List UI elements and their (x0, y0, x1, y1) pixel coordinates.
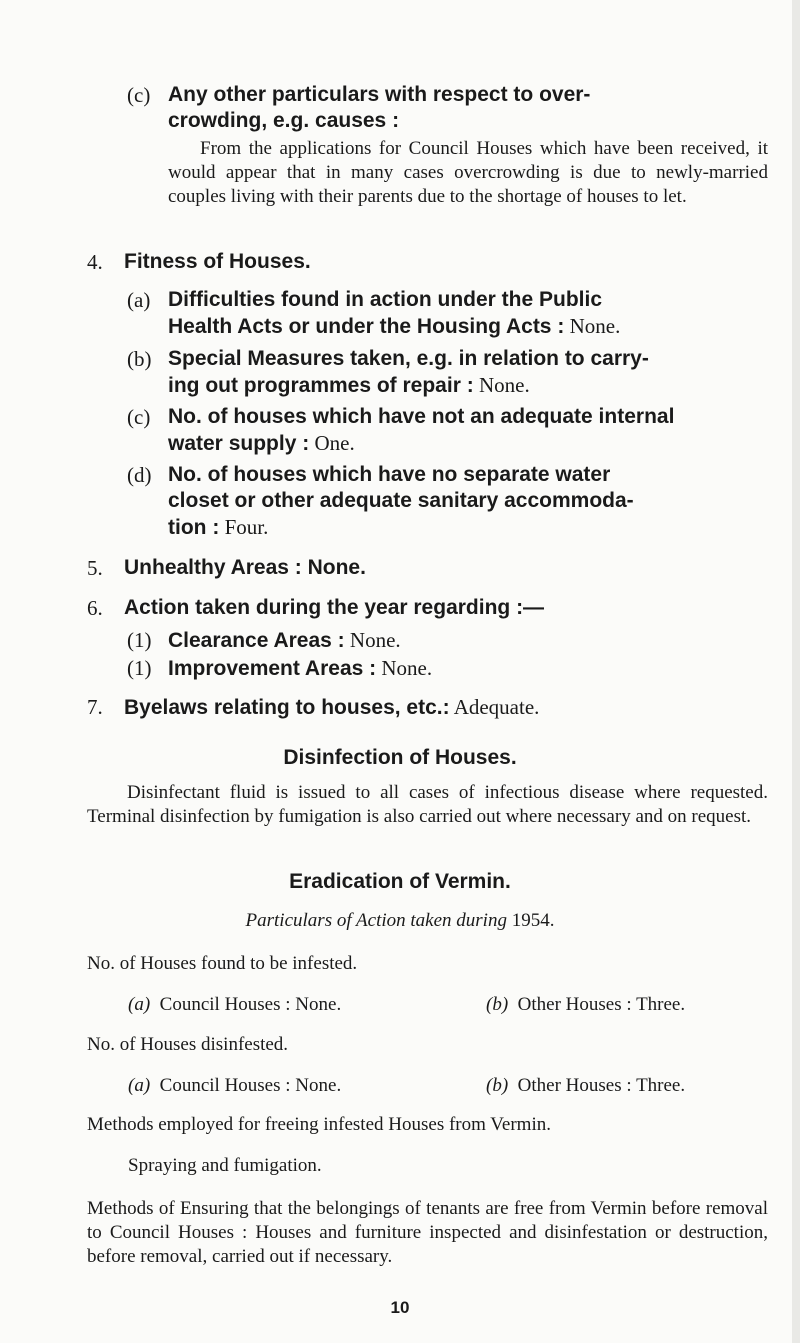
vermin-methods-value: Spraying and fumigation. (128, 1155, 322, 1176)
sec4-item-b-answer: None. (478, 373, 530, 397)
sec3c-paragraph: From the applications for Council Houses which have been received, it would appear that in many cases overcrowding is due to newly-married couples living with their parents due to the shortage of houses to let. (168, 138, 768, 207)
sec4-item-d-label: (d) (127, 463, 152, 487)
vermin-subheading: Particulars of Action taken during (245, 910, 507, 931)
vermin-disinfested-b-text: Other Houses : (517, 1075, 632, 1096)
sec4-item-b-line1: Special Measures taken, e.g. in relation to carry- (168, 347, 649, 370)
page-number: 10 (390, 1298, 410, 1317)
sec6-item1-row (168, 627, 401, 654)
vermin-disinfested-label: No. of Houses disinfested. (87, 1034, 289, 1055)
vermin-infested-b-label: (b) (486, 994, 509, 1015)
vermin-disinfested-a-val: None. (295, 1075, 342, 1096)
sec6-item2-answer: None. (381, 656, 433, 680)
disinfection-paragraph: Disinfectant fluid is issued to all cases of infectious disease where requested. Terminal disinfection by fumigation is also carried out where necessary and on request. (87, 782, 768, 827)
sec5-title: Unhealthy Areas : None. (124, 556, 366, 579)
sec4-item-d-answer: Four. (224, 515, 269, 539)
sec6-item1-label: (1) (127, 628, 152, 652)
sec7-number: 7. (87, 695, 103, 719)
vermin-infested-a-val: None. (295, 994, 342, 1015)
vermin-infested-a-text: Council Houses : (159, 994, 291, 1015)
sec6-item2-label: (1) (127, 656, 152, 680)
sec4-item-b-line2: ing out programmes of repair : (168, 374, 474, 397)
vermin-infested-b-row (486, 993, 685, 1017)
vermin-infested-a-label: (a) (128, 994, 151, 1015)
vermin-disinfested-a-text: Council Houses : (159, 1075, 291, 1096)
sec3c-heading-line2: crowding, e.g. causes : (168, 109, 400, 132)
vermin-year: 1954. (511, 910, 555, 931)
vermin-subheading-row (0, 910, 800, 932)
vermin-disinfested-b-label: (b) (486, 1075, 509, 1096)
sec4-item-a-answer: None. (569, 314, 621, 338)
sec4-item-c-answer: One. (314, 431, 355, 455)
sec6-number: 6. (87, 596, 103, 620)
page-edge-shadow (792, 0, 800, 1343)
sec6-item1-text: Clearance Areas : (168, 629, 345, 652)
sec4-item-a-line2: Health Acts or under the Housing Acts : (168, 315, 565, 338)
vermin-disinfested-b-val: Three. (636, 1075, 686, 1096)
sec4-item-d-line2: closet or other adequate sanitary accommoda- (168, 489, 634, 512)
vermin-infested-b-text: Other Houses : (517, 994, 632, 1015)
sec3c-heading-line1: Any other particulars with respect to over- (168, 83, 591, 106)
sec4-item-b-label: (b) (127, 347, 152, 371)
vermin-infested-b-val: Three. (636, 994, 686, 1015)
vermin-infested-a-row (128, 993, 341, 1017)
vermin-infested-label: No. of Houses found to be infested. (87, 953, 358, 974)
sec4-item-a-line2-row (168, 313, 778, 340)
vermin-ensuring-paragraph: Methods of Ensuring that the belongings of tenants are free from Vermin before removal to Council Houses : Houses and furniture inspected and disinfestation or destruction, before removal, carried out if necessary. (87, 1198, 768, 1267)
sec7-answer: Adequate. (453, 695, 540, 719)
sec3c-label: (c) (127, 83, 151, 107)
sec4-item-c-line1: No. of houses which have not an adequate internal (168, 405, 675, 428)
sec6-item2-row (168, 655, 432, 682)
vermin-disinfested-b-row (486, 1074, 685, 1098)
vermin-heading: Eradication of Vermin. (289, 870, 511, 893)
sec4-item-d-line1: No. of houses which have no separate water (168, 463, 611, 486)
sec4-item-a-label: (a) (127, 288, 151, 312)
sec5-number: 5. (87, 556, 103, 580)
sec4-item-c-label: (c) (127, 405, 151, 429)
sec4-item-d-line3: tion : (168, 516, 220, 539)
sec6-title: Action taken during the year regarding :— (124, 596, 545, 619)
sec4-item-c-line2: water supply : (168, 432, 310, 455)
sec4-item-b-line2-row (168, 372, 778, 399)
vermin-disinfested-a-label: (a) (128, 1075, 151, 1096)
sec7-row (124, 694, 539, 721)
sec4-number: 4. (87, 250, 103, 274)
sec6-item1-answer: None. (349, 628, 401, 652)
sec4-title: Fitness of Houses. (124, 250, 311, 273)
sec7-title: Byelaws relating to houses, etc.: (124, 696, 450, 719)
sec6-item2-text: Improvement Areas : (168, 657, 377, 680)
sec4-item-d-line3-row (168, 514, 778, 541)
sec4-item-a-line1: Difficulties found in action under the Public (168, 288, 603, 311)
vermin-methods-label: Methods employed for freeing infested Houses from Vermin. (87, 1114, 551, 1135)
sec4-item-c-line2-row (168, 430, 778, 457)
disinfection-heading: Disinfection of Houses. (283, 746, 517, 769)
vermin-disinfested-a-row (128, 1074, 341, 1098)
